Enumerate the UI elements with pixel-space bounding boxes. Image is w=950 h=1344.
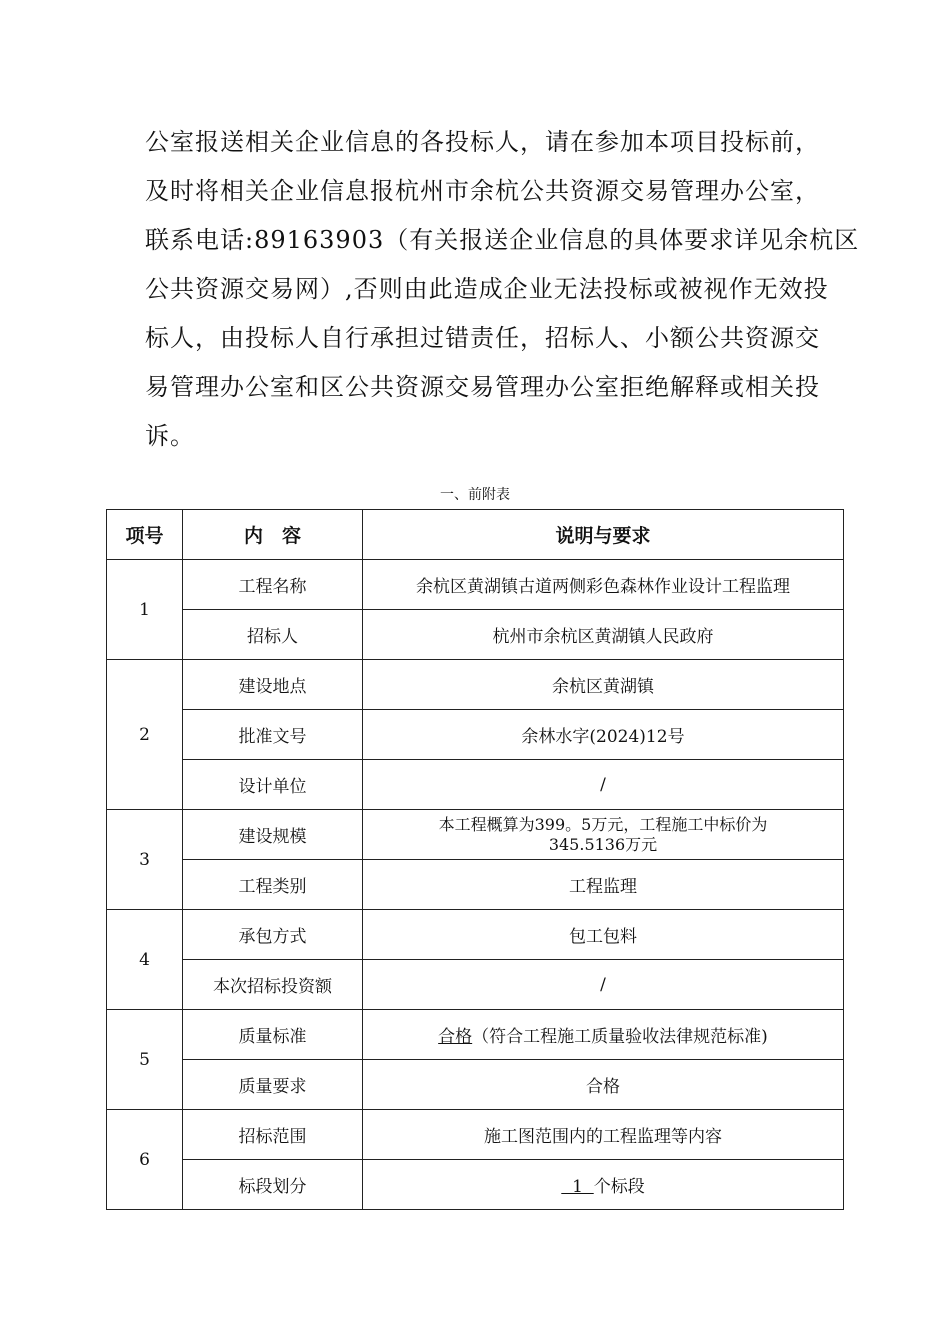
item-desc: 包工包料 (363, 910, 844, 960)
table-row (107, 710, 844, 760)
table-row (107, 860, 844, 910)
desc-line: 本工程概算为399。5万元，工程施工中标价为 (438, 814, 768, 834)
item-desc: / (363, 960, 844, 1010)
item-number: 2 (107, 660, 183, 810)
table-row (107, 560, 844, 610)
paragraph-line: 公室报送相关企业信息的各投标人，请在参加本项目投标前， (145, 128, 820, 156)
item-label: 招标范围 (183, 1110, 363, 1160)
table-row (107, 610, 844, 660)
paragraph-line: 标人，由投标人自行承担过错责任，招标人、小额公共资源交 (145, 324, 820, 352)
item-label: 批准文号 (183, 710, 363, 760)
body-paragraph (145, 118, 860, 461)
item-desc (363, 810, 844, 860)
item-label: 招标人 (183, 610, 363, 660)
table-row (107, 810, 844, 860)
item-label: 承包方式 (183, 910, 363, 960)
item-desc: / (363, 760, 844, 810)
paragraph-line: 联系电话:89163903（有关报送企业信息的具体要求详见余杭区 (145, 226, 860, 254)
item-desc: 杭州市余杭区黄湖镇人民政府 (363, 610, 844, 660)
item-label: 质量标准 (183, 1010, 363, 1060)
item-desc (363, 1160, 844, 1210)
item-desc: 余杭区黄湖镇 (363, 660, 844, 710)
paragraph-line: 易管理办公室和区公共资源交易管理办公室拒绝解释或相关投 (145, 373, 820, 401)
desc-underlined: 合格 (438, 1027, 473, 1047)
item-desc: 施工图范围内的工程监理等内容 (363, 1110, 844, 1160)
item-desc (363, 1010, 844, 1060)
item-label: 建设地点 (183, 660, 363, 710)
item-desc: 余林水字(2024)12号 (363, 710, 844, 760)
item-number: 1 (107, 560, 183, 660)
item-label: 本次招标投资额 (183, 960, 363, 1010)
front-attached-table (106, 509, 844, 1210)
item-label: 工程名称 (183, 560, 363, 610)
table-row (107, 760, 844, 810)
table-row (107, 660, 844, 710)
table-row (107, 960, 844, 1010)
header-no: 项号 (107, 510, 183, 560)
item-label: 标段划分 (183, 1160, 363, 1210)
table-caption: 一、前附表 (440, 487, 510, 503)
table-row (107, 1060, 844, 1110)
item-label: 建设规模 (183, 810, 363, 860)
paragraph-line: 及时将相关企业信息报杭州市余杭公共资源交易管理办公室， (145, 177, 820, 205)
desc-rest: （符合工程施工质量验收法律规范标准) (472, 1027, 768, 1047)
item-desc: 余杭区黄湖镇古道两侧彩色森林作业设计工程监理 (363, 560, 844, 610)
desc-line: 345.5136万元 (548, 834, 658, 854)
header-item: 内 容 (183, 510, 363, 560)
item-label: 质量要求 (183, 1060, 363, 1110)
item-number: 6 (107, 1110, 183, 1210)
desc-underlined: 1 (561, 1177, 594, 1197)
item-desc: 工程监理 (363, 860, 844, 910)
paragraph-line: 诉。 (145, 422, 195, 450)
item-number: 5 (107, 1010, 183, 1110)
item-number: 3 (107, 810, 183, 910)
item-label: 工程类别 (183, 860, 363, 910)
table-header-row (107, 510, 844, 560)
header-desc: 说明与要求 (363, 510, 844, 560)
table-row (107, 1010, 844, 1060)
table-row (107, 1160, 844, 1210)
item-desc: 合格 (363, 1060, 844, 1110)
item-label: 设计单位 (183, 760, 363, 810)
table-row (107, 1110, 844, 1160)
table-row (107, 910, 844, 960)
paragraph-line: 公共资源交易网）,否则由此造成企业无法投标或被视作无效投 (145, 275, 829, 303)
desc-rest: 个标段 (593, 1177, 645, 1197)
item-number: 4 (107, 910, 183, 1010)
